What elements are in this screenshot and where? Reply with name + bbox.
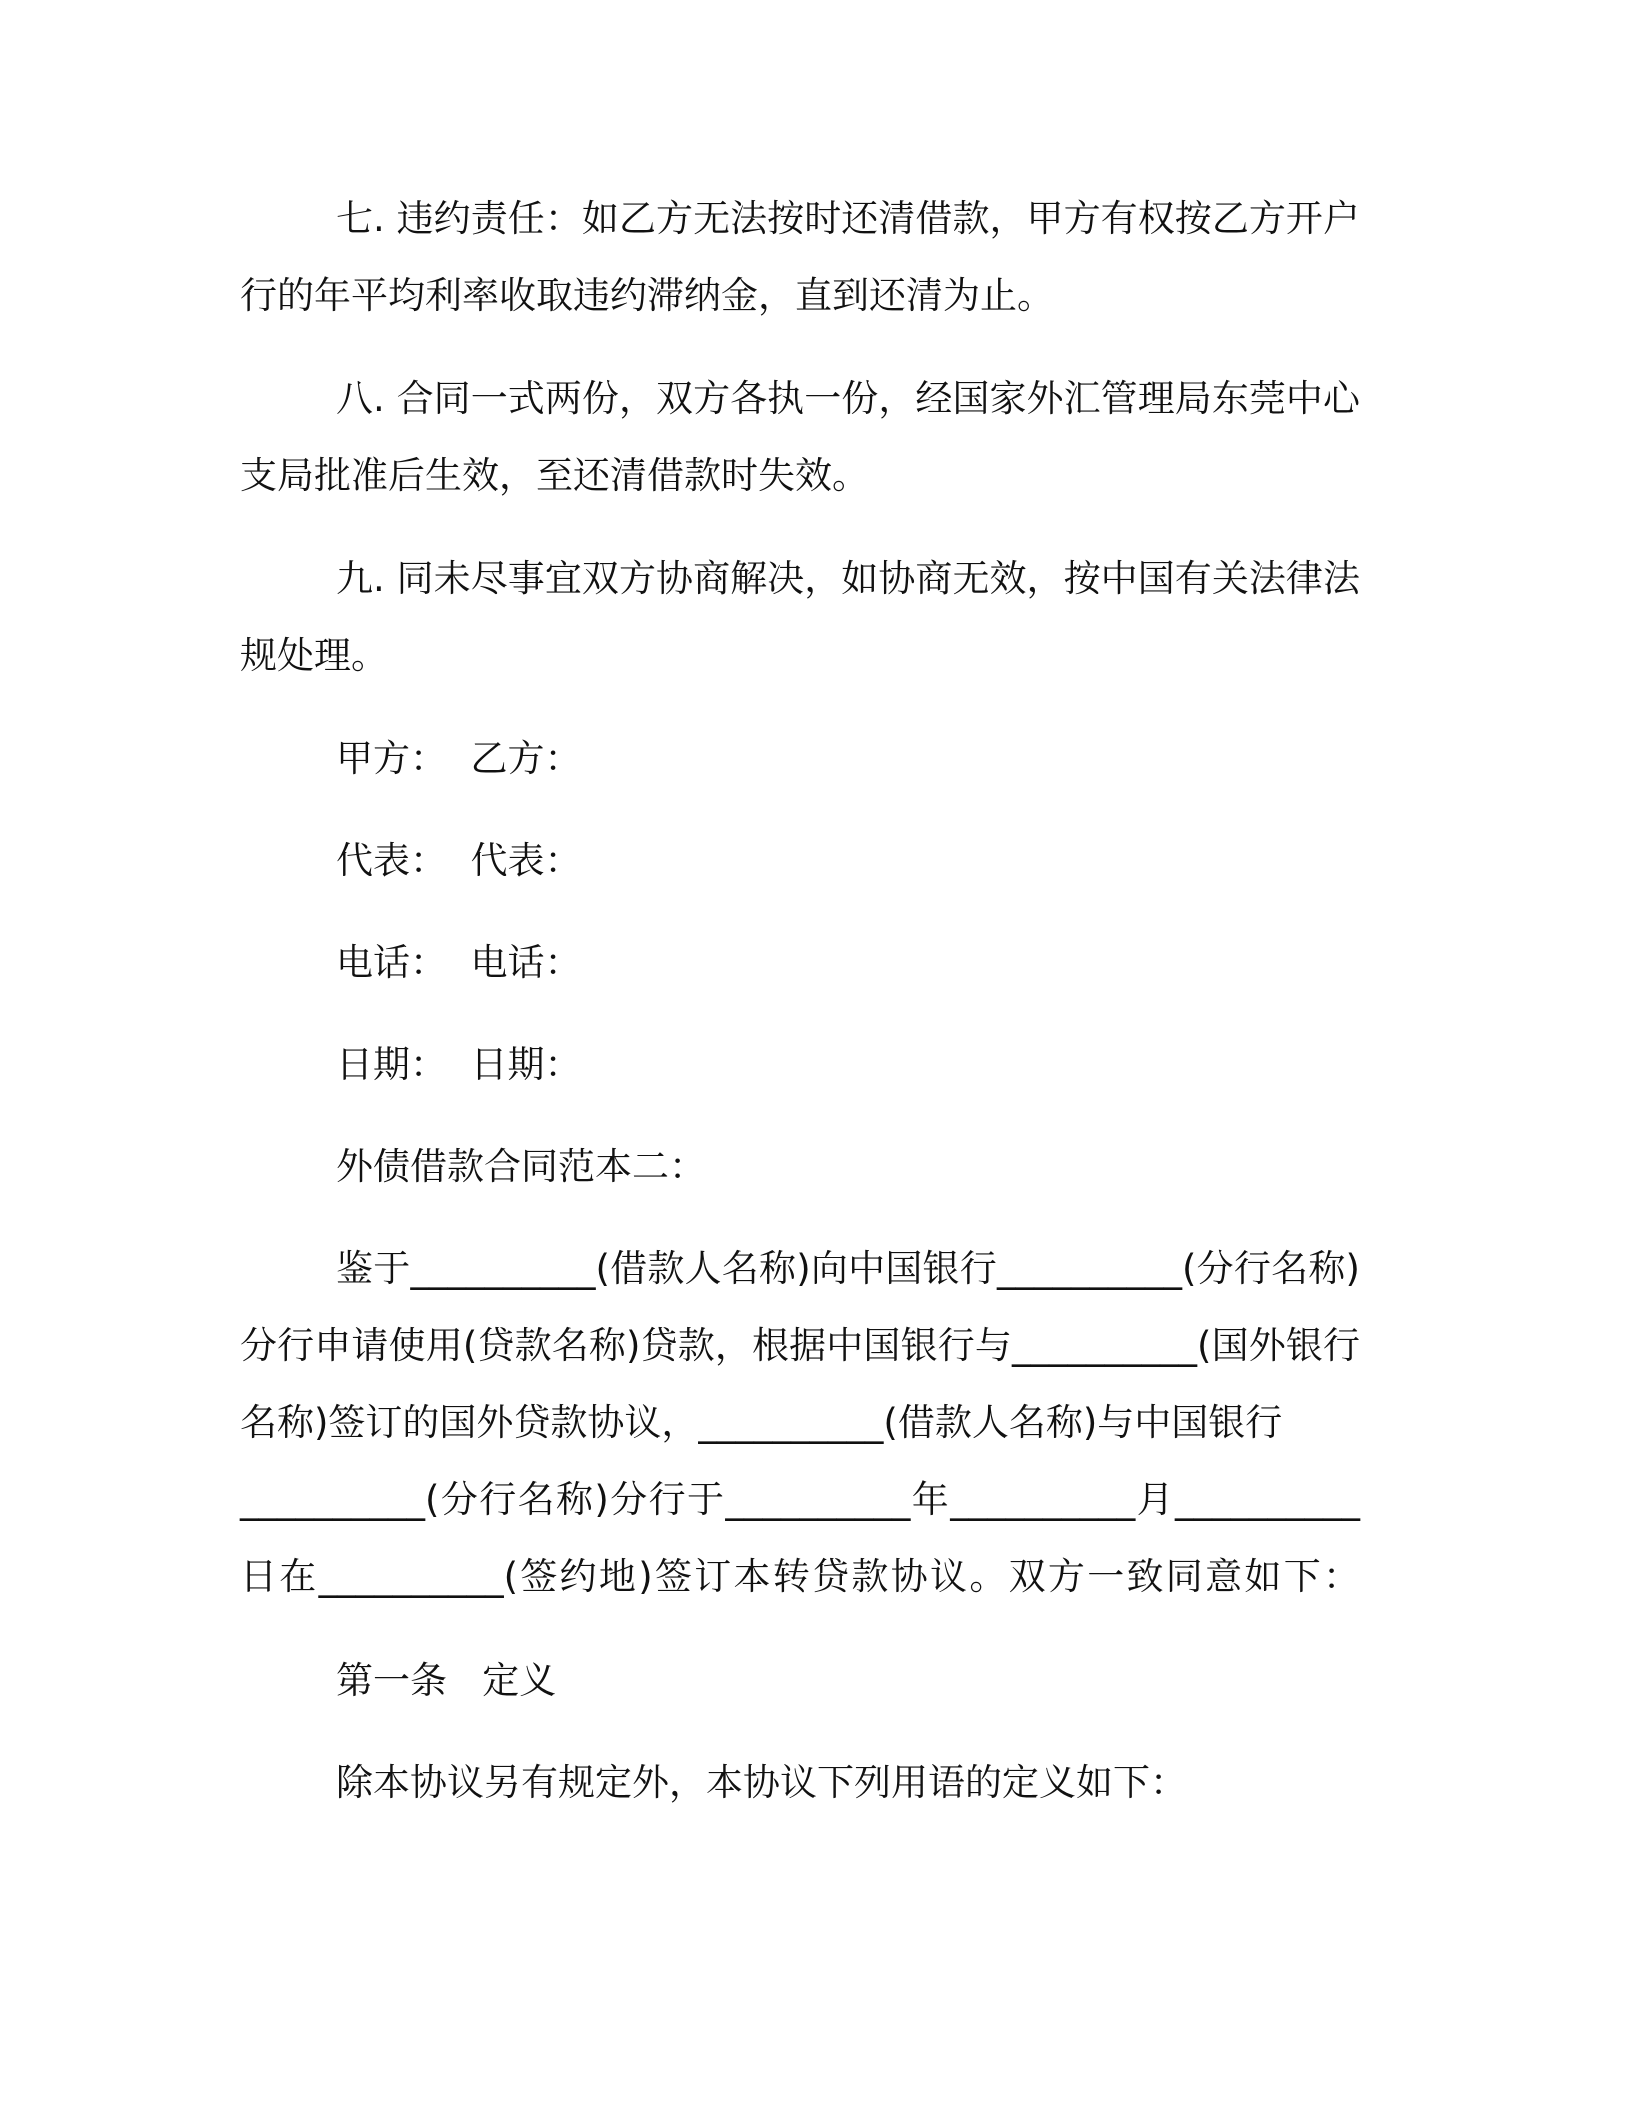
date-label-row: 日期： 日期： <box>336 1043 582 1086</box>
article-1-heading: 第一条 定义 <box>336 1659 557 1702</box>
whereas-line-4: __________(分行名称)分行于__________年__________月__________ <box>240 1478 1360 1521</box>
whereas-line-1: 鉴于__________(借款人名称)向中国银行__________(分行名称) <box>336 1247 1360 1290</box>
phone-label-row: 电话： 电话： <box>336 941 582 984</box>
definitions-intro: 除本协议另有规定外，本协议下列用语的定义如下： <box>336 1761 1187 1804</box>
clause-9-line-1: 九. 同未尽事宜双方协商解决，如协商无效，按中国有关法律法 <box>336 557 1360 600</box>
whereas-line-5: 日在__________(签约地)签订本转贷款协议。双方一致同意如下： <box>240 1555 1360 1598</box>
section-title-template-2: 外债借款合同范本二： <box>336 1145 706 1188</box>
party-label-row: 甲方： 乙方： <box>336 737 582 780</box>
clause-7-line-2: 行的年平均利率收取违约滞纳金，直到还清为止。 <box>240 274 1054 317</box>
clause-8-line-1: 八. 合同一式两份，双方各执一份，经国家外汇管理局东莞中心 <box>336 377 1360 420</box>
representative-label-row: 代表： 代表： <box>336 839 582 882</box>
whereas-line-2: 分行申请使用(贷款名称)贷款，根据中国银行与__________(国外银行 <box>240 1324 1360 1367</box>
clause-8-line-2: 支局批准后生效，至还清借款时失效。 <box>240 454 869 497</box>
clause-7-line-1: 七. 违约责任：如乙方无法按时还清借款，甲方有权按乙方开户 <box>336 197 1360 240</box>
clause-9-line-2: 规处理。 <box>240 634 388 677</box>
whereas-line-3: 名称)签订的国外贷款协议，__________(借款人名称)与中国银行 <box>240 1401 1283 1444</box>
